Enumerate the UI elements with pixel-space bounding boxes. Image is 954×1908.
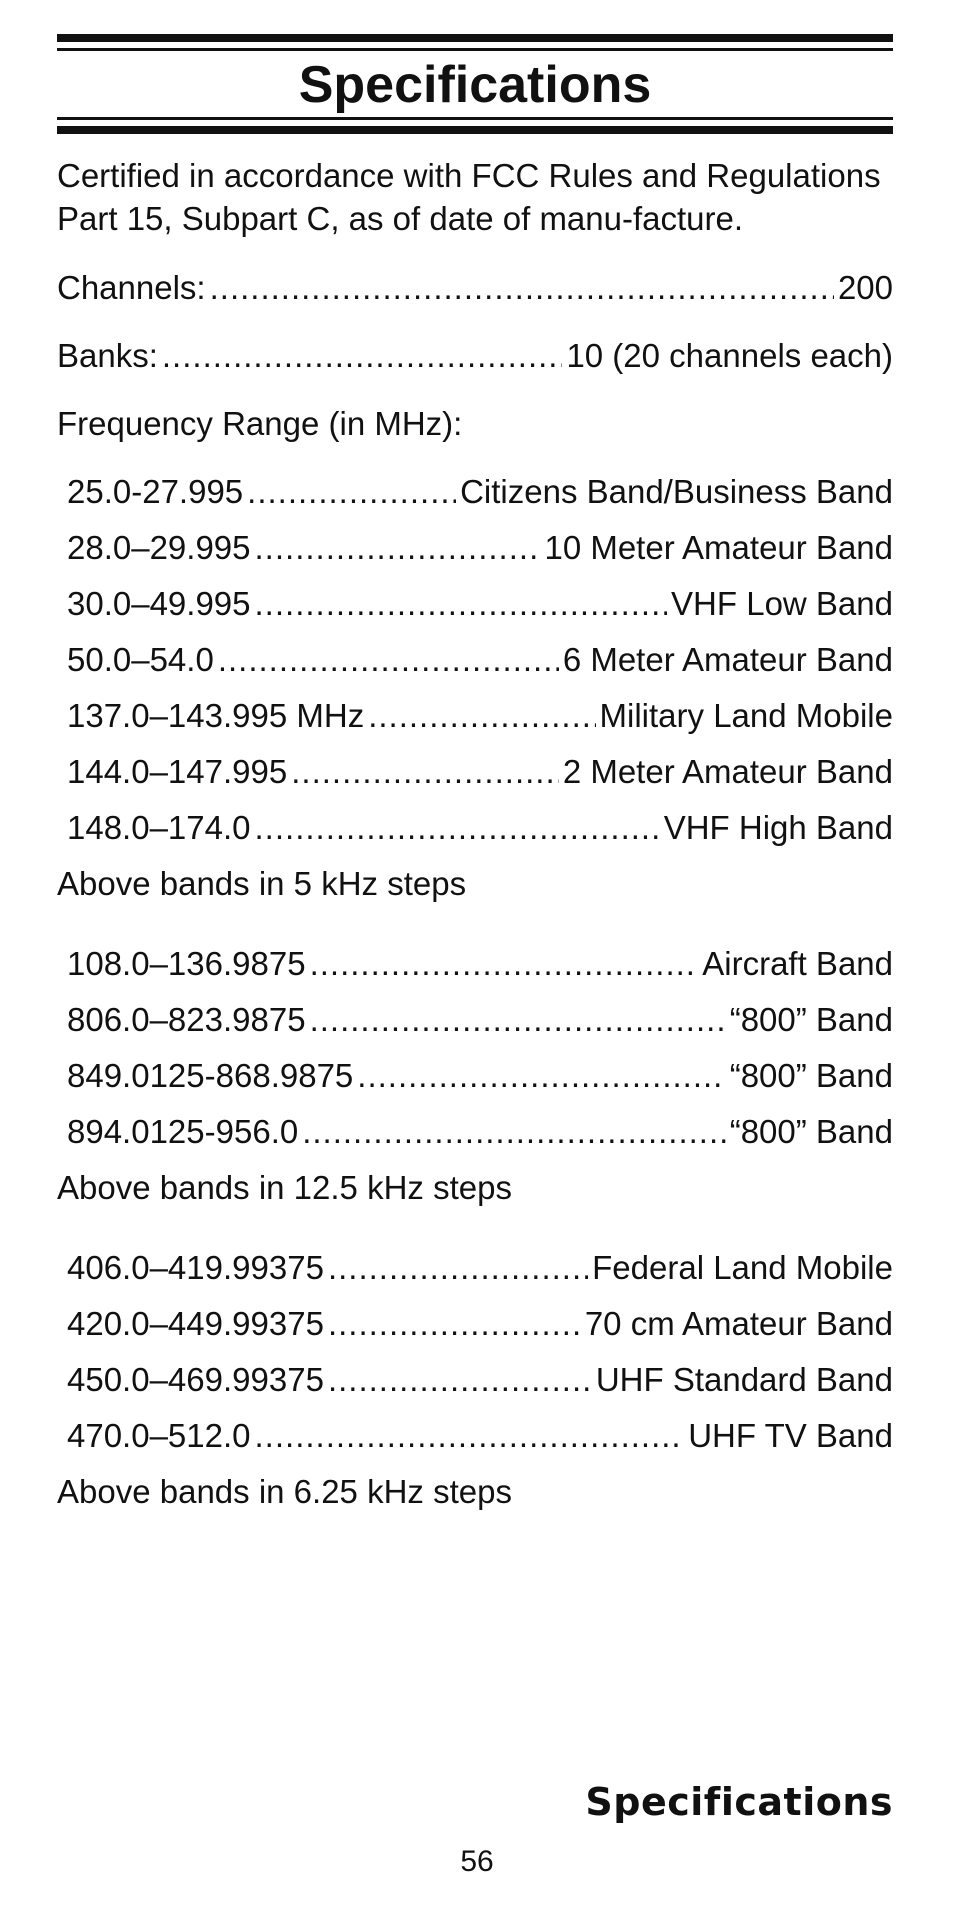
dot-leader [310,944,699,984]
band-range: 50.0–54.0 [67,641,214,678]
spec-label: Banks: [57,337,158,374]
band-row [67,808,893,848]
band-range: 849.0125-868.9875 [67,1057,354,1094]
frequency-range-heading: Frequency Range (in MHz): [57,405,463,442]
dot-leader [310,1000,726,1040]
dot-leader [210,268,834,308]
spec-value: 200 [837,269,893,306]
band-row [67,944,893,984]
dot-leader [357,1056,725,1096]
band-list [57,1248,893,1456]
dot-leader [328,1304,581,1344]
title-block [57,34,893,134]
band-range: 894.0125-956.0 [67,1113,299,1150]
bottom-rule-thick [57,126,893,134]
band-name: Military Land Mobile [599,697,893,734]
band-name: 70 cm Amateur Band [584,1305,893,1342]
band-range: 108.0–136.9875 [67,945,306,982]
band-range: 406.0–419.99375 [67,1249,324,1286]
band-range: 28.0–29.995 [67,529,251,566]
dot-leader [218,640,559,680]
band-name: “800” Band [729,1001,893,1038]
dot-leader [162,336,563,376]
dot-leader [255,1416,685,1456]
band-range: 420.0–449.99375 [67,1305,324,1342]
dot-leader [328,1248,588,1288]
band-range: 148.0–174.0 [67,809,251,846]
step-note: Above bands in 5 kHz steps [57,865,467,902]
footer-section-title: Specifications [585,1780,893,1824]
band-range: 25.0-27.995 [67,473,244,510]
spec-value: 10 (20 channels each) [566,337,893,374]
band-row [67,1416,893,1456]
specifications-page [57,34,893,1512]
dot-leader [255,528,541,568]
spec-label: Channels: [57,269,206,306]
band-name: Aircraft Band [702,945,893,982]
top-rule-thick [57,34,893,42]
band-row [67,696,893,736]
dot-leader [255,808,660,848]
band-name: “800” Band [729,1113,893,1150]
band-range: 806.0–823.9875 [67,1001,306,1038]
dot-leader [247,472,456,512]
band-row [67,1304,893,1344]
band-range: 470.0–512.0 [67,1417,251,1454]
dot-leader [328,1360,592,1400]
step-note: Above bands in 6.25 kHz steps [57,1473,512,1510]
band-range: 30.0–49.995 [67,585,251,622]
spec-channels [57,268,893,308]
band-name: VHF Low Band [671,585,893,622]
band-group-5khz [57,472,893,904]
band-name: 2 Meter Amateur Band [562,753,893,790]
page-title: Specifications [298,56,652,114]
band-name: UHF TV Band [688,1417,893,1454]
band-name: 6 Meter Amateur Band [562,641,893,678]
band-row [67,528,893,568]
band-list [57,944,893,1152]
band-list [57,472,893,848]
band-name: VHF High Band [663,809,893,846]
step-note: Above bands in 12.5 kHz steps [57,1169,512,1206]
band-group-12-5khz [57,944,893,1208]
band-range: 137.0–143.995 MHz [67,697,365,734]
dot-leader [302,1112,726,1152]
band-group-6-25khz [57,1248,893,1512]
band-range: 144.0–147.995 [67,753,288,790]
page-number: 56 [460,1845,494,1878]
band-name: UHF Standard Band [595,1361,893,1398]
band-name: 10 Meter Amateur Band [544,529,893,566]
dot-leader [368,696,595,736]
band-row [67,472,893,512]
band-name: Federal Land Mobile [592,1249,893,1286]
band-row [67,584,893,624]
fcc-certification-text: Certified in accordance with FCC Rules and Regulations Part 15, Subpart C, as of date of manu-facture. [57,157,881,237]
band-row [67,752,893,792]
band-row [67,640,893,680]
band-row [67,1000,893,1040]
spec-banks [57,336,893,376]
band-range: 450.0–469.99375 [67,1361,324,1398]
dot-leader [255,584,668,624]
dot-leader [291,752,559,792]
band-row [67,1112,893,1152]
band-row [67,1360,893,1400]
band-name: Citizens Band/Business Band [460,473,893,510]
band-row [67,1056,893,1096]
band-row [67,1248,893,1288]
band-name: “800” Band [729,1057,893,1094]
